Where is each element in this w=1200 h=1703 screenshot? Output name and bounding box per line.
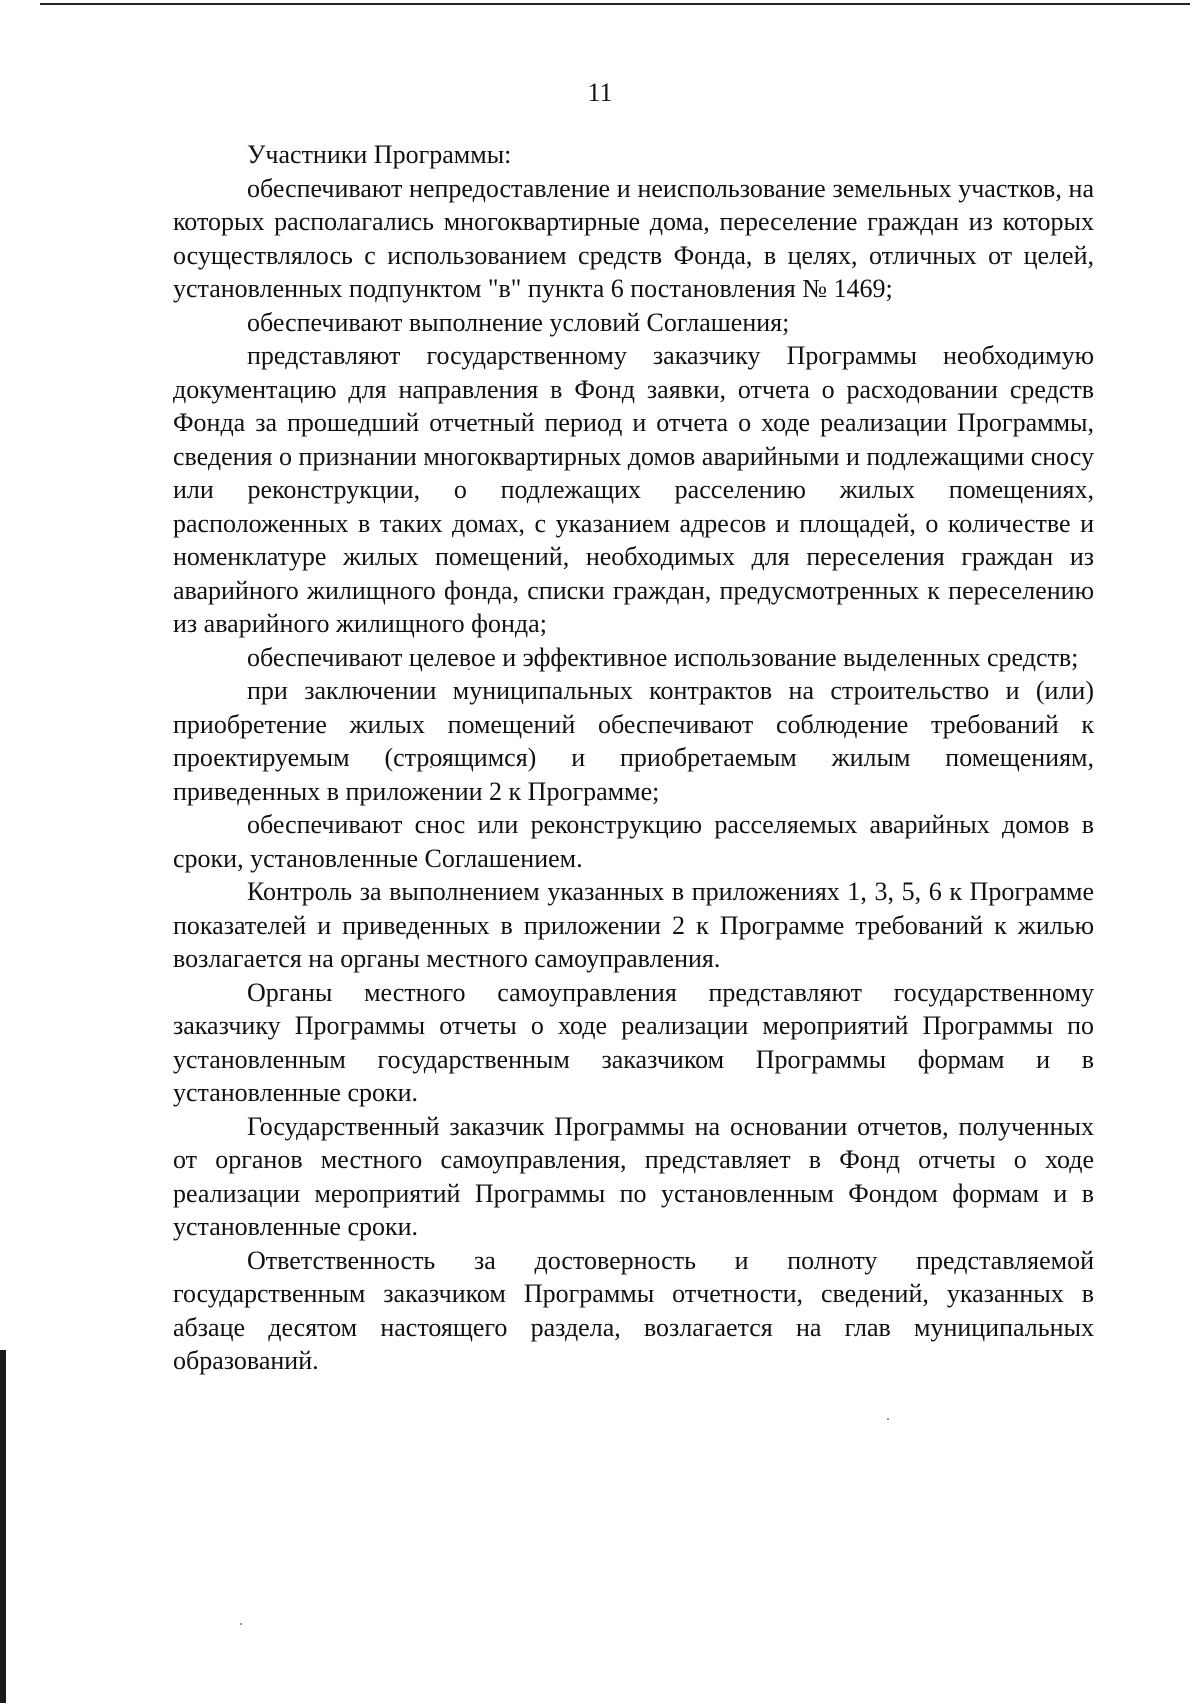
paragraph: при заключении муниципальных контрактов на строительство и (или) приобретение жилых помещений обеспечивают соблюдение требований к проектируемым (строящимся) и приобретаемым жилым помещениям, приведенных в приложении 2 к Программе; [173, 676, 1094, 806]
page-number: 11 [587, 78, 613, 107]
scan-top-edge-line [40, 3, 1190, 5]
scan-speck [887, 1418, 889, 1420]
paragraph: Государственный заказчик Программы на основании отчетов, полученных от органов местного самоуправления, представляет в Фонд отчеты о ходе реализации мероприятий Программы по установленным Фондом формам и в установленные сроки. [173, 1111, 1094, 1241]
paragraph: Ответственность за достоверность и полноту представляемой государственным заказчиком Программы отчетности, сведений, указанных в абзаце десятом настоящего раздела, возлагается на глав муниципальных образований. [173, 1245, 1094, 1375]
paragraph: обеспечивают целевое и эффективное использование выделенных средств; [247, 642, 1079, 672]
paragraph: обеспечивают непредоставление и неиспользование земельных участков, на которых располагались многоквартирные дома, переселение граждан из которых осуществлялось с использованием средств Фонда, в целях, отличных от целей, установленных подпунктом "в" пункта 6 постановления № 1469; [173, 173, 1094, 303]
scan-speck [240, 1623, 242, 1625]
paragraph: Контроль за выполнением указанных в приложениях 1, 3, 5, 6 к Программе показателей и приведенных в приложении 2 к Программе требований к жилью возлагается на органы местного самоуправления. [173, 877, 1094, 973]
paragraph: Участники Программы: [247, 140, 512, 169]
paragraph: обеспечивают выполнение условий Соглашения; [247, 307, 790, 337]
paragraph: представляют государственному заказчику Программы необходимую документацию для направления в Фонд заявки, отчета о расходовании средств Фонда за прошедший отчетный период и отчета о ходе реализации Программы, сведения о признании многоквартирных домов аварийными и подлежащими сносу или реконструкции, о подлежащих расселению жилых помещениях, расположенных в таких домах, с указанием адресов и площадей, о количестве и номенклатуре жилых помещений, необходимых для переселения граждан из аварийного жилищного фонда, списки граждан, предусмотренных к переселению из аварийного жилищного фонда; [173, 341, 1094, 638]
document-body [173, 138, 1094, 1378]
paragraph: Органы местного самоуправления представляют государственному заказчику Программы отчеты о ходе реализации мероприятий Программы по установленным государственным заказчиком Программы формам и в установленные сроки. [173, 977, 1094, 1107]
scan-left-edge-shadow [0, 1350, 6, 1703]
paragraph: обеспечивают снос или реконструкцию расселяемых аварийных домов в сроки, установленные Соглашением. [173, 810, 1094, 873]
